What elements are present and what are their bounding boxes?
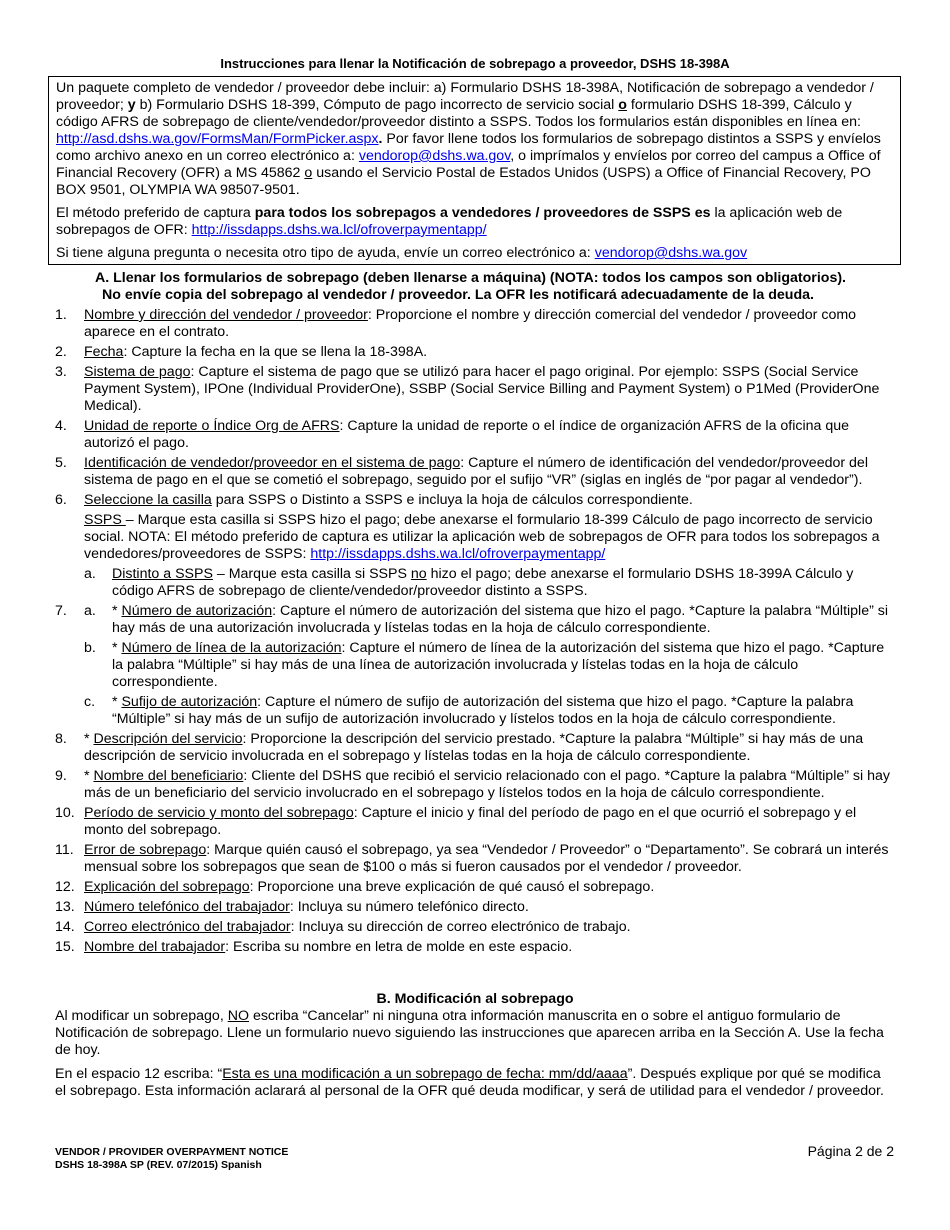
item-number: a.: [84, 603, 96, 619]
intro-paragraph: [56, 80, 893, 199]
sub-item: [84, 640, 895, 691]
form-footer: [55, 1146, 288, 1172]
body-text: ”. Después explique por qué se modifica el sobrepago. Esta información aclarará al personal de la OFR qué deuda modificar, y será de utilidad para el vendedor / proveedor.: [55, 1066, 884, 1099]
item-number: 2.: [55, 344, 67, 360]
preferred-method-paragraph: [56, 205, 893, 239]
item-label: Seleccione la casilla: [84, 492, 212, 508]
section-b-paragraph: [55, 1008, 895, 1059]
item-text: : Capture el número de línea de la autorización del sistema que hizo el pago. *Capture la palabra “Múltiple” si hay más de una línea de autorización involucrada y lístelas todas en la hoja de cálculo correspondiente.: [112, 640, 885, 690]
item-label: Explicación del sobrepago: [84, 879, 250, 895]
item-number: 15.: [55, 939, 75, 955]
item-number: 14.: [55, 919, 75, 935]
vendorop-email-link[interactable]: vendorop@dshs.wa.gov: [358, 148, 511, 164]
intro-text: Un paquete completo de vendedor / proveedor debe incluir: a) Formulario DSHS 18-398A, Notificación de sobrepago a vendedor / proveedor;: [56, 80, 874, 113]
sub-item: [84, 603, 895, 637]
non-ssps-option: [84, 566, 895, 600]
footer-form-number: DSHS 18-398A SP (REV. 07/2015) Spanish: [55, 1159, 262, 1171]
item-number: 3.: [55, 364, 67, 380]
item-number: 5.: [55, 455, 67, 471]
item-label: Descripción del servicio: [93, 731, 243, 747]
item-label: SSPS: [84, 512, 126, 528]
ofr-app-link-2[interactable]: http://issdapps.dshs.wa.lcl/ofroverpaymentapp/: [310, 546, 606, 562]
item-text: *: [84, 731, 94, 747]
item-label: Unidad de reporte o Índice Org de AFRS: [84, 418, 340, 434]
intro-text: b) Formulario DSHS 18-399, Cómputo de pago incorrecto de servicio social: [139, 97, 615, 113]
item-text: hizo el pago; debe anexarse el formulario DSHS 18-399A Cálculo y código AFRS de sobrepago de cliente/vendedor/proveedor distinto a SSPS.: [112, 566, 854, 599]
ofr-app-link[interactable]: http://issdapps.dshs.wa.lcl/ofroverpaymentapp/: [191, 222, 487, 238]
footer-form-name: VENDOR / PROVIDER OVERPAYMENT NOTICE: [55, 1146, 289, 1158]
item-label: Correo electrónico del trabajador: [84, 919, 291, 935]
item-text: para SSPS o Distinto a SSPS e incluya la hoja de cálculos correspondiente.: [211, 492, 693, 508]
list-item: [55, 344, 895, 361]
item-number: 1.: [55, 307, 67, 323]
item-label: Fecha: [84, 344, 124, 360]
item-label: Identificación de vendedor/proveedor en el sistema de pago: [84, 455, 461, 471]
item-text: *: [112, 640, 122, 656]
list-item: [55, 603, 895, 728]
item-text: : Capture el número de sufijo de autorización del sistema que hizo el pago. *Capture la palabra “Múltiple” si hay más de un sufijo de autorización involucrado y lístelos todos en la hoja de cálculo correspondiente.: [112, 694, 854, 727]
list-item: [55, 919, 895, 936]
item-number: 12.: [55, 879, 75, 895]
list-item: [55, 492, 895, 600]
item-number: 10.: [55, 805, 75, 821]
list-item: [55, 842, 895, 876]
forms-link[interactable]: http://asd.dshs.wa.gov/FormsMan/FormPicker.aspx: [56, 131, 379, 147]
list-item: [55, 455, 895, 489]
item-text: : Capture el número de autorización del sistema que hizo el pago. *Capture la palabra “Múltiple” si hay más de una autorización involucrada y lístelas todas en la hoja de cálculo correspondiente.: [112, 603, 889, 636]
item-text: : Marque quién causó el sobrepago, ya sea “Vendedor / Proveedor” o “Departamento”. Se cobrará un interés mensual sobre los sobrepagos que sean de $100 o más si fueron causados por el vendedor / proveedor.: [84, 842, 889, 875]
item-text: : Incluya su dirección de correo electrónico de trabajo.: [290, 919, 631, 935]
item-label: Número de autorización: [121, 603, 273, 619]
item-label: Distinto a SSPS: [112, 566, 213, 582]
intro-text: formulario DSHS 18-399, Cálculo y código AFRS de sobrepago de cliente/vendedor/proveedor distinto a SSPS. Todos los formularios están disponibles en línea en:: [56, 97, 861, 130]
item-label: Período de servicio y monto del sobrepago: [84, 805, 354, 821]
item-text: – Marque esta casilla si SSPS: [212, 566, 411, 582]
item-number: 4.: [55, 418, 67, 434]
item-number: 7.: [55, 603, 67, 619]
item-number: c.: [84, 694, 96, 710]
item-number: 11.: [55, 842, 74, 858]
item-number: a.: [84, 566, 96, 582]
item-number: 13.: [55, 899, 75, 915]
item-text: *: [112, 694, 122, 710]
item-text: : Capture el inicio y final del período de pago en el que ocurrió el sobrepago y el monto del sobrepago.: [84, 805, 857, 838]
item-number: 9.: [55, 768, 67, 784]
intro-text: o: [618, 97, 627, 113]
item-text: *: [112, 603, 122, 619]
section-a-line: A. Llenar los formularios de sobrepago (deben llenarse a máquina) (NOTA: todos los campos son obligatorios).: [95, 270, 846, 286]
item-text: no: [410, 566, 427, 582]
item-number: 8.: [55, 731, 67, 747]
list-item: [55, 879, 895, 896]
section-a-line: No envíe copia del sobrepago al vendedor / proveedor. La OFR les notificará adecuadamente de la deuda.: [102, 287, 814, 303]
item-text: : Capture la fecha en la que se llena la 18-398A.: [123, 344, 428, 360]
list-item: [55, 899, 895, 916]
item-number: 6.: [55, 492, 67, 508]
body-text: NO: [227, 1008, 249, 1024]
list-item: [55, 805, 895, 839]
item-text: : Proporcione una breve explicación de qué causó el sobrepago.: [249, 879, 655, 895]
item-number: b.: [84, 640, 96, 656]
intro-text: Por favor llene todos los formularios de sobrepago distintos a SSPS y envíelos como archivo anexo en un correo electrónico a:: [56, 131, 881, 164]
list-item: [55, 731, 895, 765]
item-label: Número telefónico del trabajador: [84, 899, 290, 915]
item-label: Nombre del trabajador: [84, 939, 226, 955]
body-text: Esta es una modificación a un sobrepago de fecha: mm/dd/aaaa: [222, 1066, 628, 1082]
item-label: Sufijo de autorización: [121, 694, 258, 710]
item-text: : Proporcione el nombre y dirección comercial del vendedor / proveedor como aparece en el contrato.: [84, 307, 857, 340]
list-item: [55, 939, 895, 956]
body-text: En el espacio 12 escriba: “: [55, 1066, 223, 1082]
intro-box: [48, 76, 901, 265]
item-label: Error de sobrepago: [84, 842, 207, 858]
item-text: : Escriba su nombre en letra de molde en este espacio.: [225, 939, 573, 955]
intro-text: , o imprímalos y envíelos por correo del campus a Office of Financial Recovery (OFR) a MS 45862: [56, 148, 881, 181]
page-number: Página 2 de 2: [807, 1143, 894, 1159]
intro-text: Si tiene alguna pregunta o necesita otro tipo de ayuda, envíe un correo electrónico a:: [56, 245, 591, 261]
item-text: *: [84, 768, 94, 784]
intro-text: la aplicación web de sobrepagos de OFR:: [56, 205, 843, 238]
page-title: Instrucciones para llenar la Notificación de sobrepago a proveedor, DSHS 18-398A: [220, 56, 730, 71]
ssps-option: [84, 512, 895, 563]
body-text: escriba “Cancelar” ni ninguna otra información manuscrita en o sobre el antiguo formulario de Notificación de sobrepago. Llene un formulario nuevo siguiendo las instrucciones que aparecen arriba en la Sección A. Use la fecha de hoy.: [55, 1008, 884, 1058]
item-text: – Marque esta casilla si SSPS hizo el pago; debe anexarse el formulario 18-399 Cálculo de pago incorrecto de servicio social. NOTA: El método preferido de captura es utilizar la aplicación web de sobrepagos de OFR para todos los sobrepagos a vendedores/proveedores de SSPS:: [84, 512, 880, 562]
intro-text: o: [304, 165, 313, 181]
section-b-heading: B. Modificación al sobrepago: [376, 991, 574, 1007]
list-item: [55, 768, 895, 802]
item-text: : Capture el sistema de pago que se utilizó para hacer el pago original. Por ejemplo: SSPS (Social Service Payment System), IPOne (Individual ProviderOne), SSBP (Social Service Billing and Payment System) o P1Med (ProviderOne Medical).: [84, 364, 880, 414]
list-item: [55, 418, 895, 452]
list-item: [55, 364, 895, 415]
intro-text: para todos los sobrepagos a vendedores / proveedores de SSPS es: [254, 205, 711, 221]
list-item: [55, 307, 895, 341]
intro-text: usando el Servicio Postal de Estados Unidos (USPS) a Office of Financial Recovery, PO BOX 9501, OLYMPIA WA 98507-9501.: [56, 165, 871, 198]
item-text: : Proporcione la descripción del servicio prestado. *Capture la palabra “Múltiple” si hay más de una descripción de servicio involucrada en el sobrepago y lístelas todas en la hoja de cálculo correspondiente.: [84, 731, 864, 764]
section-a-heading: [95, 270, 895, 304]
section-b-body: [55, 1008, 895, 1107]
intro-text: y: [127, 97, 136, 113]
sub-item: [84, 694, 895, 728]
intro-text: .: [378, 131, 383, 147]
help-paragraph: [56, 245, 893, 262]
item-label: Nombre del beneficiario: [93, 768, 244, 784]
item-text: : Incluya su número telefónico directo.: [289, 899, 529, 915]
item-label: Sistema de pago: [84, 364, 191, 380]
body-text: Al modificar un sobrepago,: [55, 1008, 228, 1024]
item-text: : Cliente del DSHS que recibió el servicio relacionado con el pago. *Capture la palabra “Múltiple” si hay más de un beneficiario del servicio involucrado en el sobrepago y lístelos todos en la hoja de cálculo correspondiente.: [84, 768, 890, 801]
section-b-paragraph: [55, 1066, 895, 1100]
item-text: : Capture la unidad de reporte o el índice de organización AFRS de la oficina que autorizó el pago.: [84, 418, 850, 451]
intro-text: El método preferido de captura: [56, 205, 251, 221]
help-email-link[interactable]: vendorop@dshs.wa.gov: [594, 245, 748, 261]
instructions-list: [55, 307, 895, 959]
item-label: Nombre y dirección del vendedor / proveedor: [84, 307, 368, 323]
item-label: Número de línea de la autorización: [121, 640, 342, 656]
item-text: : Capture el número de identificación del vendedor/proveedor del sistema de pago en el que se cometió el sobrepago, seguido por el sufijo “VR” (siglas en inglés de “por pagar al vendedor”).: [84, 455, 868, 488]
